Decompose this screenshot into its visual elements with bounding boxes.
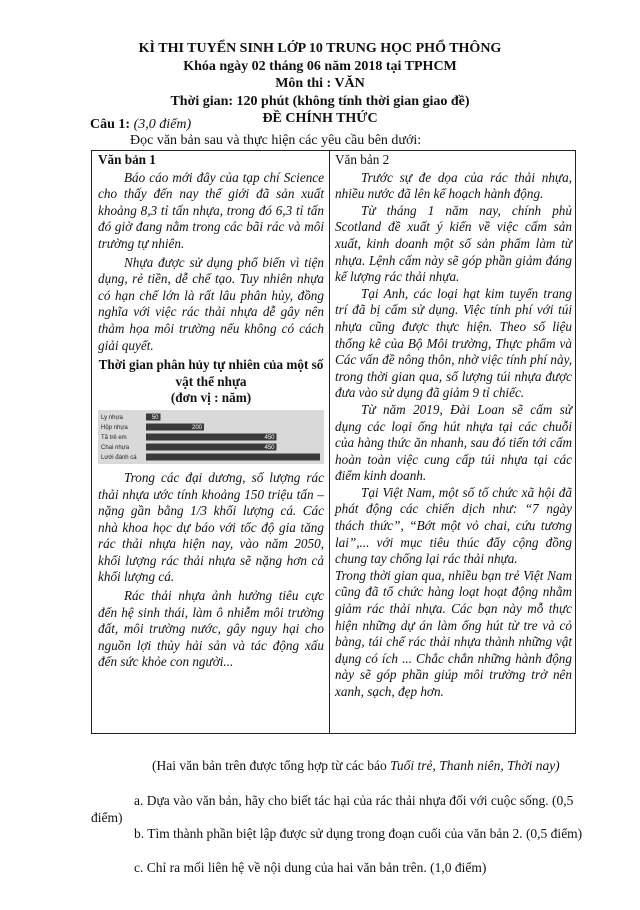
- question-c: c. Chỉ ra mối liên hệ về nội dung của hai văn bản trên. (1,0 điểm): [134, 860, 487, 875]
- exam-subject: Môn thi : VĂN: [275, 76, 365, 91]
- text-2-paragraph: Tại Việt Nam, một số tổ chức xã hội đã phát động các chiến dịch như: “7 ngày thách thức”, “Bớt một vỏ chai, cứu tương lai”,... với mục tiêu thúc đẩy cộng đồng chung tay chống lại rác thải nhựa.: [335, 484, 572, 567]
- text-1-paragraph: Báo cáo mới đây của tạp chí Science cho thấy đến nay thế giới đã sản xuất khoảng 8,3 tỉ tấn nhựa, trong đó 6,3 tỉ tấn đó giờ đang nằm trong các bãi rác và môi trường tự nhiên.: [98, 169, 324, 251]
- question-1-heading: [90, 117, 191, 133]
- chart-category-label: Ly nhựa: [101, 414, 123, 421]
- source-papers: Tuổi trẻ, Thanh niên, Thời nay): [390, 758, 560, 773]
- exam-title: KÌ THI TUYỂN SINH LỚP 10 TRUNG HỌC PHỔ THÔNG: [138, 41, 502, 56]
- text-1-title: Văn bản 1: [98, 152, 156, 167]
- chart-category-label: Hộp nhựa: [101, 424, 128, 431]
- chart-unit: (đơn vị : năm): [170, 390, 252, 406]
- decomposition-bar-chart: [98, 410, 324, 464]
- official-label: ĐỀ CHÍNH THỨC: [262, 111, 378, 126]
- text-2-paragraph: Trong thời gian qua, nhiều bạn trẻ Việt Nam cũng đã tổ chức hàng loạt hoạt động nhằm giảm rác thải nhựa. Các bạn này mỗ thực hiện những dự án làm ống hút từ tre và cỏ bàng, tái chế rác thải nhựa thành những vật dụng có ích ... Chắc chắn những hành động này sẽ góp phần giúp môi trường trở nên xanh, sạch, đẹp hơn.: [335, 567, 572, 699]
- exam-duration: Thời gian: 120 phút (không tính thời gian giao đề): [170, 93, 470, 109]
- exam-header: [0, 40, 640, 128]
- text-2-paragraph: Tại Anh, các loại hạt kim tuyến trang trí đã bị cấm sử dụng. Việc tính phí với túi nhựa cũng được thực hiện. Theo số liệu thống kê của Bộ Môi trường, Thực phẩm và Các vấn đề nông thôn, nhờ việc tính phí này, trong thời gian qua, số lượng túi nhựa được đưa vào sử dụng đã giảm 9 tỉ chiếc.: [335, 285, 572, 401]
- chart-value-label: 200: [191, 424, 202, 431]
- chart-category-label: Tã trẻ em: [101, 434, 127, 441]
- source-note: [152, 758, 560, 774]
- chart-category-label: Chai nhựa: [101, 444, 130, 451]
- text-2-paragraph: Trước sự đe dọa của rác thải nhựa, nhiều nước đã lên kế hoạch hành động.: [335, 169, 572, 202]
- text-1-column: [98, 152, 324, 671]
- table-column-divider: [329, 150, 330, 734]
- chart-value-label: 50: [151, 414, 159, 421]
- text-2-paragraph: Từ tháng 1 năm nay, chính phủ Scotland đề xuất ý kiến về việc cấm sản xuất, kinh doanh một số sản phẩm làm từ nhựa. Lệnh cấm này sẽ góp phần giảm đáng kể lượng rác thải nhựa.: [335, 202, 572, 285]
- exam-date: Khóa ngày 02 tháng 06 năm 2018 tại TPHCM: [183, 58, 457, 74]
- text-2-paragraph: Từ năm 2019, Đài Loan sẽ cấm sử dụng các loại ống hút nhựa tại các chuỗi của hàng thức ăn nhanh, sau đó tiến tới cấm hoàn toàn việc cung cấp túi nhựa tại các điểm kinh doanh.: [335, 401, 572, 484]
- chart-category-label: Lưới đánh cá: [101, 454, 137, 461]
- question-b: b. Tìm thành phần biệt lập được sử dụng trong đoạn cuối của văn bản 2. (0,5 điểm): [134, 826, 583, 841]
- question-1-points: (3,0 điểm): [133, 117, 192, 132]
- question-1-label: Câu 1:: [90, 117, 131, 132]
- text-2-column: [335, 152, 572, 701]
- question-1-intro: Đọc văn bản sau và thực hiện các yêu cầu bên dưới:: [130, 133, 422, 148]
- text-1-paragraph: Rác thải nhựa ảnh hưởng tiêu cực đến hệ sinh thái, làm ô nhiễm môi trường đất, môi trường nước, gây nguy hại cho nguồn lợi thủy hải sản và tác động xấu đến sức khỏe con người...: [98, 588, 324, 670]
- source-prefix: (Hai văn bản trên được tổng hợp từ các báo: [152, 758, 391, 773]
- chart-value-label: 450: [264, 434, 275, 441]
- text-1-paragraph: Trong các đại dương, số lượng rác thải nhựa ước tính khoảng 150 triệu tấn – nặng gần bằng 1/3 khối lượng cá. Các nhà khoa học dự báo với tốc độ gia tăng rác thải nhựa hiện nay, vào năm 2050, khối lượng rác thải nhựa sẽ nặng hơn cả khối lượng cá.: [98, 469, 324, 585]
- chart-value-label: 450: [264, 444, 275, 451]
- chart-bar: [146, 453, 320, 460]
- chart-bar: [146, 443, 277, 450]
- chart-title: Thời gian phân hủy tự nhiên của một số vật thể nhựa: [98, 357, 324, 389]
- text-1-paragraph: Nhựa được sử dụng phổ biến vì tiện dụng, rẻ tiền, dễ chế tạo. Tuy nhiên nhựa có hạn chế lớn là rất lâu phân hủy, đồng nghĩa với việc rác thải nhựa dễ gây nên thảm họa môi trường nếu không có cách giải quyết.: [98, 254, 324, 353]
- text-2-title: Văn bản 2: [335, 152, 390, 167]
- question-a: a. Dựa vào văn bản, hãy cho biết tác hại của rác thải nhựa đối với cuộc sống. (0,5 điểm): [91, 793, 574, 825]
- chart-bar: [146, 433, 277, 440]
